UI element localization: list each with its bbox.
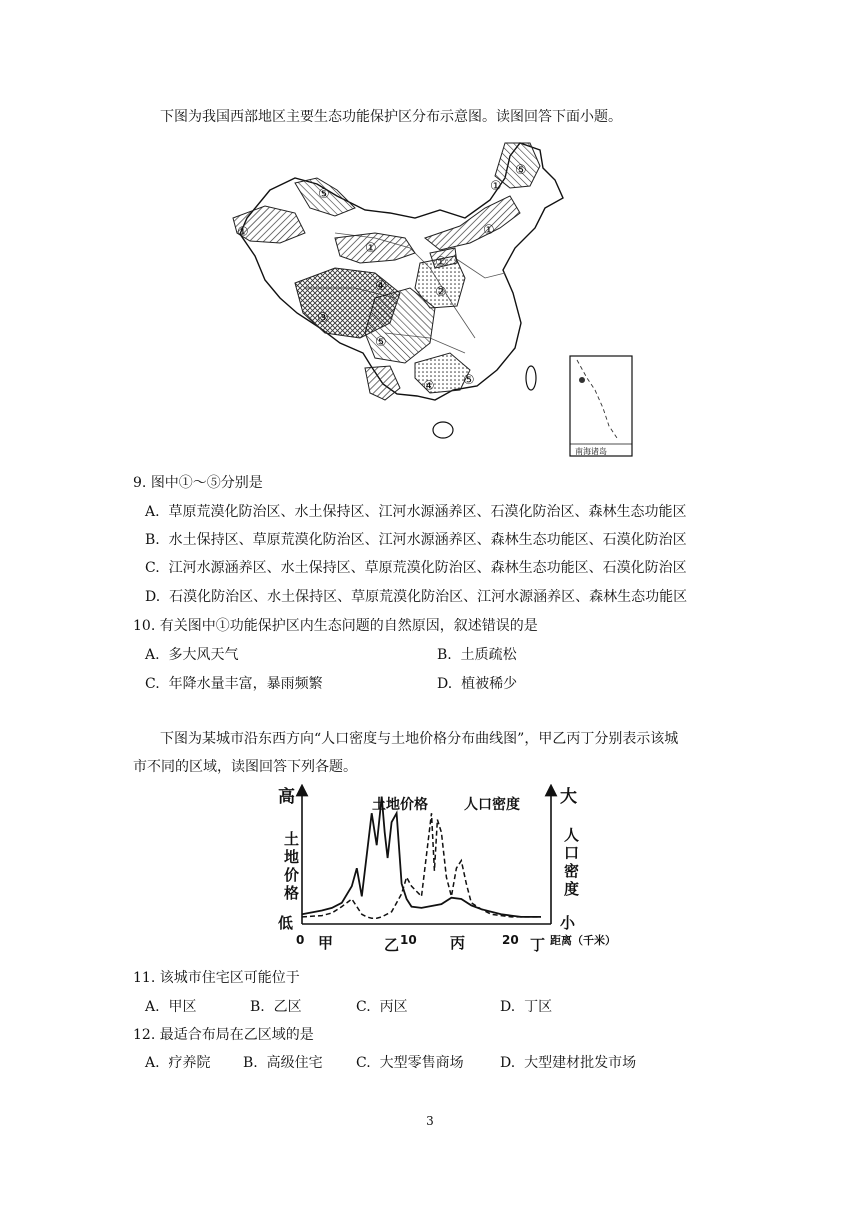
- left-axis-top-label: 高: [278, 787, 295, 807]
- density-land-price-chart: [268, 784, 618, 956]
- axis-label-char: 价: [284, 866, 300, 884]
- map-label: ①: [237, 225, 249, 240]
- map-label: ①: [483, 223, 495, 238]
- x-axis-label: 距离（千米）: [550, 934, 616, 947]
- q9-option-a[interactable]: A. 草原荒漠化防治区、水土保持区、江河水源涵养区、石漠化防治区、森林生态功能区: [145, 504, 687, 520]
- region-jia: 甲: [318, 934, 334, 952]
- question-11: 11. 该城市住宅区可能位于: [133, 970, 300, 986]
- axis-label-char: 口: [564, 844, 580, 862]
- x-tick-0: 0: [296, 933, 305, 947]
- q12-option-a[interactable]: A. 疗养院: [145, 1055, 211, 1071]
- map-label: ⑤: [463, 373, 475, 388]
- q11-option-a[interactable]: A. 甲区: [145, 999, 197, 1015]
- map-label: ⑤: [515, 163, 527, 178]
- chart-intro-line1: 下图为某城市沿东西方向“人口密度与土地价格分布曲线图”，甲乙丙丁分别表示该城: [160, 731, 679, 747]
- q10-option-c[interactable]: C. 年降水量丰富，暴雨频繁: [145, 676, 323, 692]
- right-axis-label: [564, 826, 579, 898]
- question-12: 12. 最适合布局在乙区域的是: [133, 1027, 314, 1043]
- series-population-density-line: [302, 813, 541, 918]
- map-label: ①: [365, 241, 377, 256]
- q11-option-c[interactable]: C. 丙区: [356, 999, 408, 1015]
- q11-option-d[interactable]: D. 丁区: [500, 999, 553, 1015]
- left-axis-label: [284, 830, 299, 902]
- x-tick-10: 10: [400, 933, 417, 947]
- map-label: ④: [423, 379, 435, 394]
- q12-option-b[interactable]: B. 高级住宅: [243, 1055, 323, 1071]
- q12-option-c[interactable]: C. 大型零售商场: [356, 1055, 464, 1071]
- question-10: 10. 有关图中①功能保护区内生态问题的自然原因，叙述错误的是: [133, 618, 538, 634]
- region-yi: 乙: [384, 936, 400, 954]
- q10-option-d[interactable]: D. 植被稀少: [437, 676, 518, 692]
- series-land-price-line: [302, 797, 541, 917]
- question-9: 9. 图中①～⑤分别是: [133, 475, 263, 491]
- axis-label-char: 人: [564, 826, 580, 844]
- map-intro: 下图为我国西部地区主要生态功能保护区分布示意图。读图回答下面小题。: [160, 109, 622, 125]
- map-label: ③: [317, 311, 329, 326]
- chart-intro-line2: 市不同的区域，读图回答下列各题。: [133, 759, 357, 775]
- q11-option-b[interactable]: B. 乙区: [250, 999, 302, 1015]
- region-ding: 丁: [530, 936, 546, 954]
- q9-option-b[interactable]: B. 水土保持区、草原荒漠化防治区、江河水源涵养区、森林生态功能区、石漠化防治区: [145, 532, 687, 548]
- axis-label-char: 土: [284, 830, 300, 848]
- map-label: ②: [435, 285, 447, 300]
- q9-option-c[interactable]: C. 江河水源涵养区、水土保持区、草原荒漠化防治区、森林生态功能区、石漠化防治区: [145, 560, 687, 576]
- left-axis-bottom-label: 低: [278, 914, 294, 932]
- map-label: ⑤: [375, 335, 387, 350]
- page-number: 3: [426, 1114, 434, 1128]
- legend-land-price: 土地价格: [372, 797, 428, 813]
- legend-population-density: 人口密度: [464, 797, 520, 813]
- axis-label-char: 度: [564, 880, 580, 898]
- inset-label: 南海诸岛: [575, 447, 607, 456]
- axis-label-char: 地: [284, 848, 300, 866]
- axis-label-char: 密: [564, 862, 580, 880]
- q10-option-b[interactable]: B. 土质疏松: [437, 647, 517, 663]
- map-label: ⑤: [318, 187, 330, 202]
- axis-label-char: 格: [284, 884, 300, 902]
- ecological-zones-map: [225, 138, 655, 458]
- right-axis-top-label: 大: [560, 787, 577, 807]
- south-china-sea-inset: [570, 356, 632, 456]
- right-axis-bottom-label: 小: [560, 914, 576, 932]
- x-tick-20: 20: [502, 933, 519, 947]
- q12-option-d[interactable]: D. 大型建材批发市场: [500, 1055, 637, 1071]
- map-label: ④: [375, 279, 387, 294]
- map-label: ①: [435, 255, 447, 270]
- q9-option-d[interactable]: D. 石漠化防治区、水土保持区、草原荒漠化防治区、江河水源涵养区、森林生态功能区: [145, 589, 688, 605]
- q10-option-a[interactable]: A. 多大风天气: [145, 647, 239, 663]
- map-label: ①: [490, 179, 502, 194]
- region-bing: 丙: [450, 934, 466, 952]
